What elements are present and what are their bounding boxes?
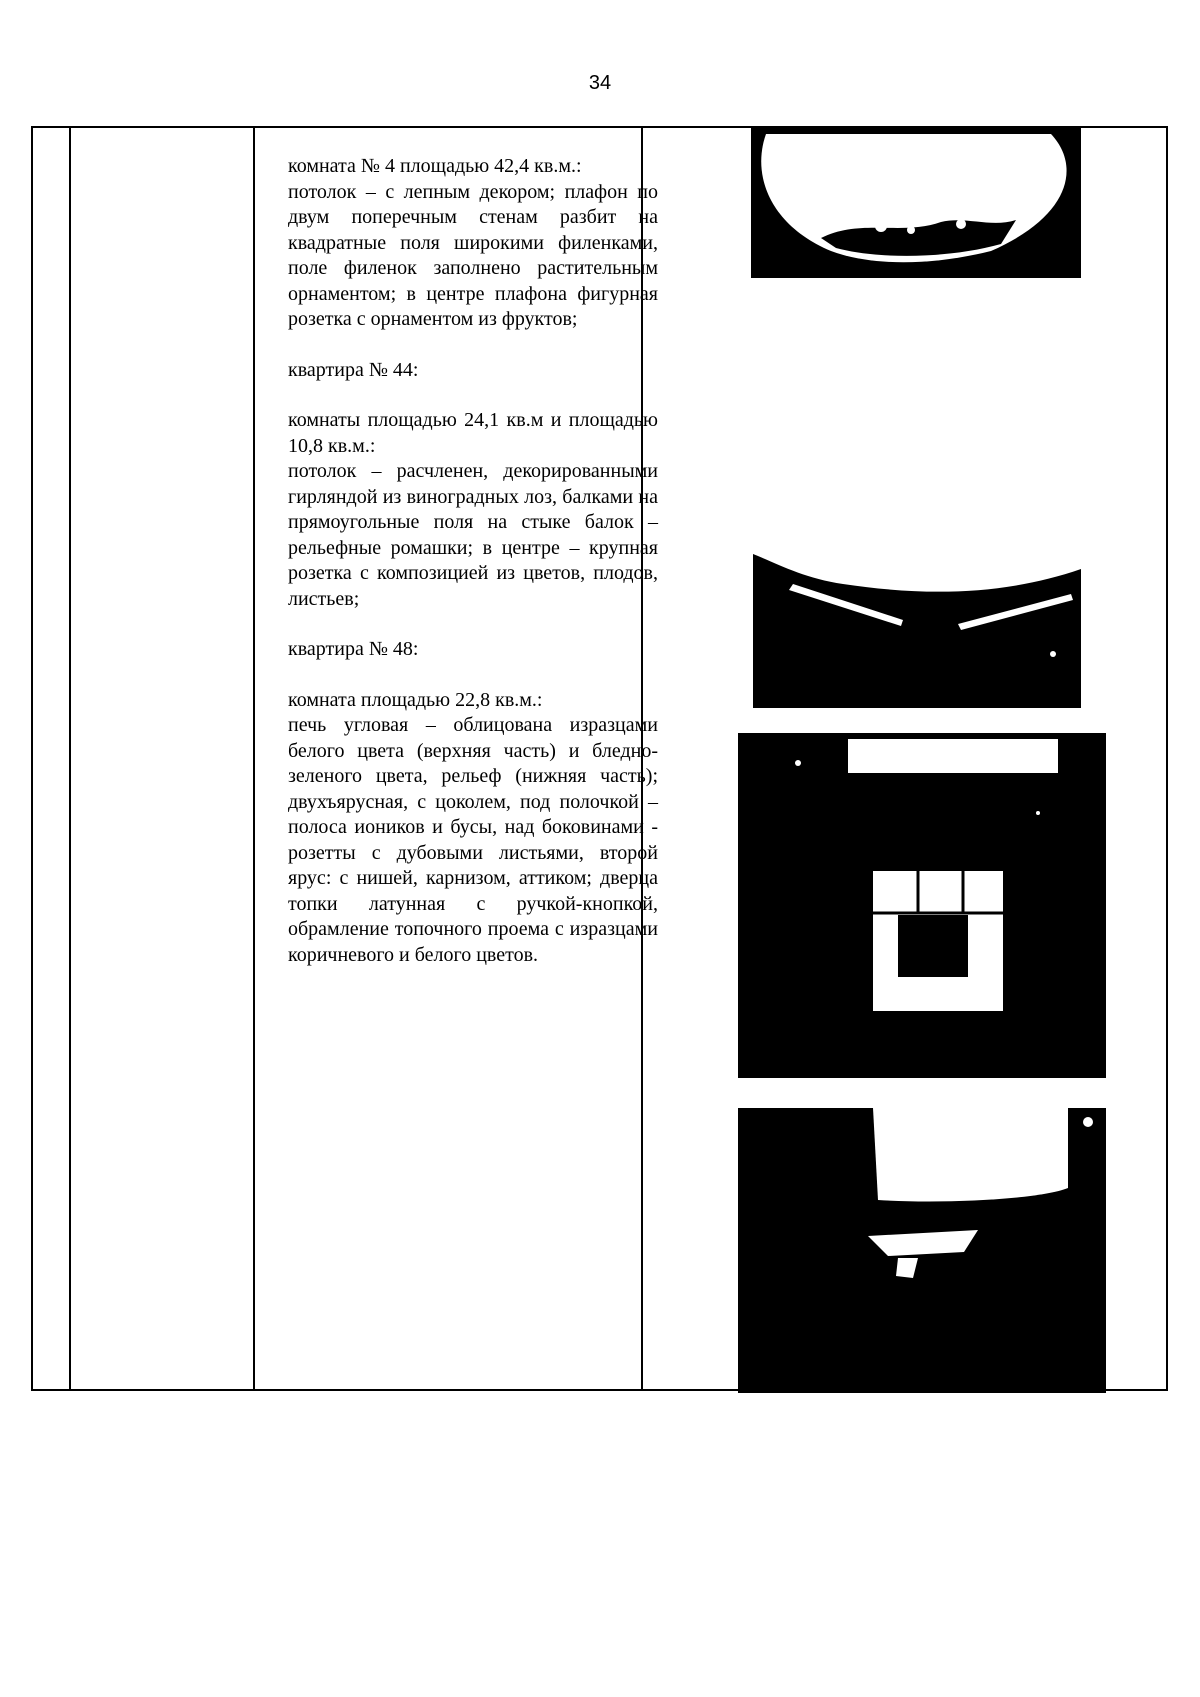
heading-line: комнаты площадью 24,1 кв.м и площадью 10,8 кв.м.: xyxy=(288,409,658,457)
stove-detail-image xyxy=(738,1108,1106,1393)
tiled-stove-image xyxy=(738,733,1106,1078)
apartment-48-paragraph xyxy=(288,688,658,969)
photo-tiled-stove xyxy=(738,733,1106,1078)
ceiling-apartment-44-image xyxy=(753,524,1081,708)
photo-ceiling-apartment-44 xyxy=(753,524,1081,708)
photo-stove-detail xyxy=(738,1108,1106,1393)
heading-line: комната площадью 22,8 кв.м.: xyxy=(288,688,543,711)
heading-line: квартира № 44: xyxy=(288,358,419,381)
heading-line: комната № 4 площадью 42,4 кв.м.: xyxy=(288,155,582,177)
apartment-44-paragraph xyxy=(288,408,658,612)
photo-ceiling-room-4 xyxy=(751,126,1081,278)
page-number: 34 xyxy=(588,72,612,94)
room-4-paragraph xyxy=(288,154,658,333)
apartment-44-heading xyxy=(288,358,658,384)
column-divider xyxy=(253,128,255,1389)
heading-line: квартира № 48: xyxy=(288,638,419,660)
table xyxy=(31,126,1168,1391)
column-divider xyxy=(69,128,71,1389)
body-text: потолок – расчленен, декорированными гирляндой из виноградных лоз, балками на прямоугольные поля на стыке балок – рельефные ромашки; в центре – крупная розетка с композицией из цветов, плодов, листьев; xyxy=(288,460,658,610)
description-cell xyxy=(288,154,658,993)
apartment-48-heading xyxy=(288,637,658,663)
body-text: печь угловая – облицована изразцами белого цвета (верхняя часть) и бледно-зеленого цвета, рельеф (нижняя часть); двухъярусная, с цоколем, под полочкой – полоса иоников и бусы, над боковинами - розетты с дубовыми листьями, второй ярус: с нишей, карнизом, аттиком; дверца топки латунная с ручкой-кнопкой, обрамление топочного проема с изразцами коричневого и белого цветов. xyxy=(288,714,658,966)
body-text: потолок – с лепным декором; плафон по двум поперечным стенам разбит на квадратные поля широкими филенками, поле филенок заполнено растительным орнаментом; в центре плафона фигурная розетка с орнаментом из фруктов; xyxy=(288,180,658,330)
ceiling-plafond-image xyxy=(751,126,1081,278)
